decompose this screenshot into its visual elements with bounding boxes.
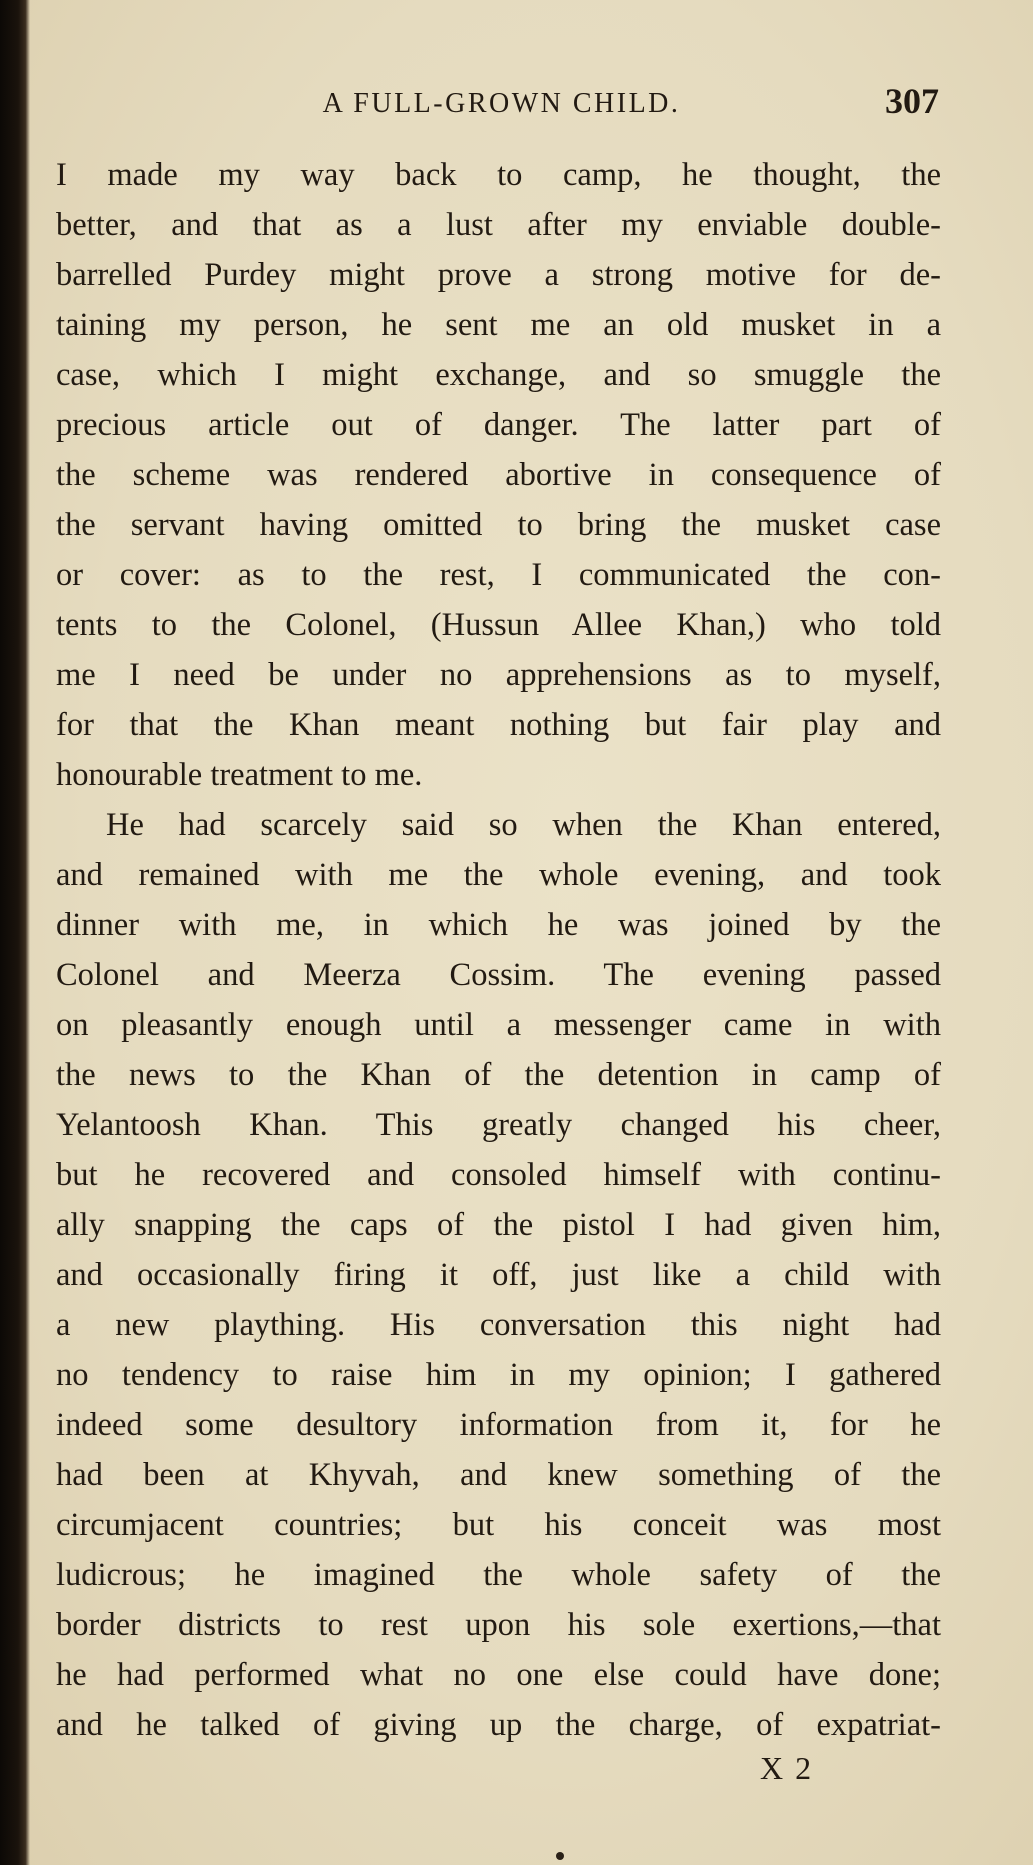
signature-mark: X 2 (760, 1750, 814, 1786)
text-line: no tendency to raise him in my opinion; I gathered (56, 1357, 941, 1393)
text-line: dinner with me, in which he was joined by the (56, 907, 941, 943)
text-line: honourable treatment to me. (56, 757, 423, 793)
text-line: and occasionally firing it off, just like a child with (56, 1257, 941, 1293)
text-line: I made my way back to camp, he thought, the (56, 157, 941, 193)
text-line: He had scarcely said so when the Khan entered, (106, 807, 941, 843)
text-line: barrelled Purdey might prove a strong motive for de- (56, 257, 941, 293)
text-line: tents to the Colonel, (Hussun Allee Khan,) who told (56, 607, 941, 643)
text-line: case, which I might exchange, and so smuggle the (56, 357, 941, 393)
text-line: ally snapping the caps of the pistol I had given him, (56, 1207, 941, 1243)
text-line: but he recovered and consoled himself with continu- (56, 1157, 941, 1193)
text-line: he had performed what no one else could have done; (56, 1657, 941, 1693)
book-spine-shadow (0, 0, 30, 1865)
text-line: me I need be under no apprehensions as to myself, (56, 657, 941, 693)
text-line: the scheme was rendered abortive in consequence of (56, 457, 941, 493)
text-line: the servant having omitted to bring the musket case (56, 507, 941, 543)
text-line: Yelantoosh Khan. This greatly changed his cheer, (56, 1107, 941, 1143)
page-number: 307 (885, 81, 939, 121)
running-title: A FULL-GROWN CHILD. (322, 88, 681, 119)
text-line: and he talked of giving up the charge, of expatriat- (56, 1707, 941, 1743)
text-line: taining my person, he sent me an old musket in a (56, 307, 941, 343)
text-line: indeed some desultory information from it, for he (56, 1407, 941, 1443)
text-line: had been at Khyvah, and knew something of the (56, 1457, 941, 1493)
text-line: circumjacent countries; but his conceit was most (56, 1507, 941, 1543)
text-line: ludicrous; he imagined the whole safety of the (56, 1557, 941, 1593)
text-line: border districts to rest upon his sole exertions,—that (56, 1607, 941, 1643)
text-line: Colonel and Meerza Cossim. The evening passed (56, 957, 941, 993)
text-line: and remained with me the whole evening, and took (56, 857, 941, 893)
text-line: precious article out of danger. The latter part of (56, 407, 941, 443)
text-line: the news to the Khan of the detention in camp of (56, 1057, 941, 1093)
body-text (56, 150, 941, 1750)
text-line: a new plaything. His conversation this night had (56, 1307, 941, 1343)
text-line: or cover: as to the rest, I communicated the con- (56, 557, 941, 593)
text-line: better, and that as a lust after my enviable double- (56, 207, 941, 243)
text-line: for that the Khan meant nothing but fair play and (56, 707, 941, 743)
page-header (64, 80, 939, 130)
ink-speck (556, 1852, 564, 1860)
text-line: on pleasantly enough until a messenger came in with (56, 1007, 941, 1043)
